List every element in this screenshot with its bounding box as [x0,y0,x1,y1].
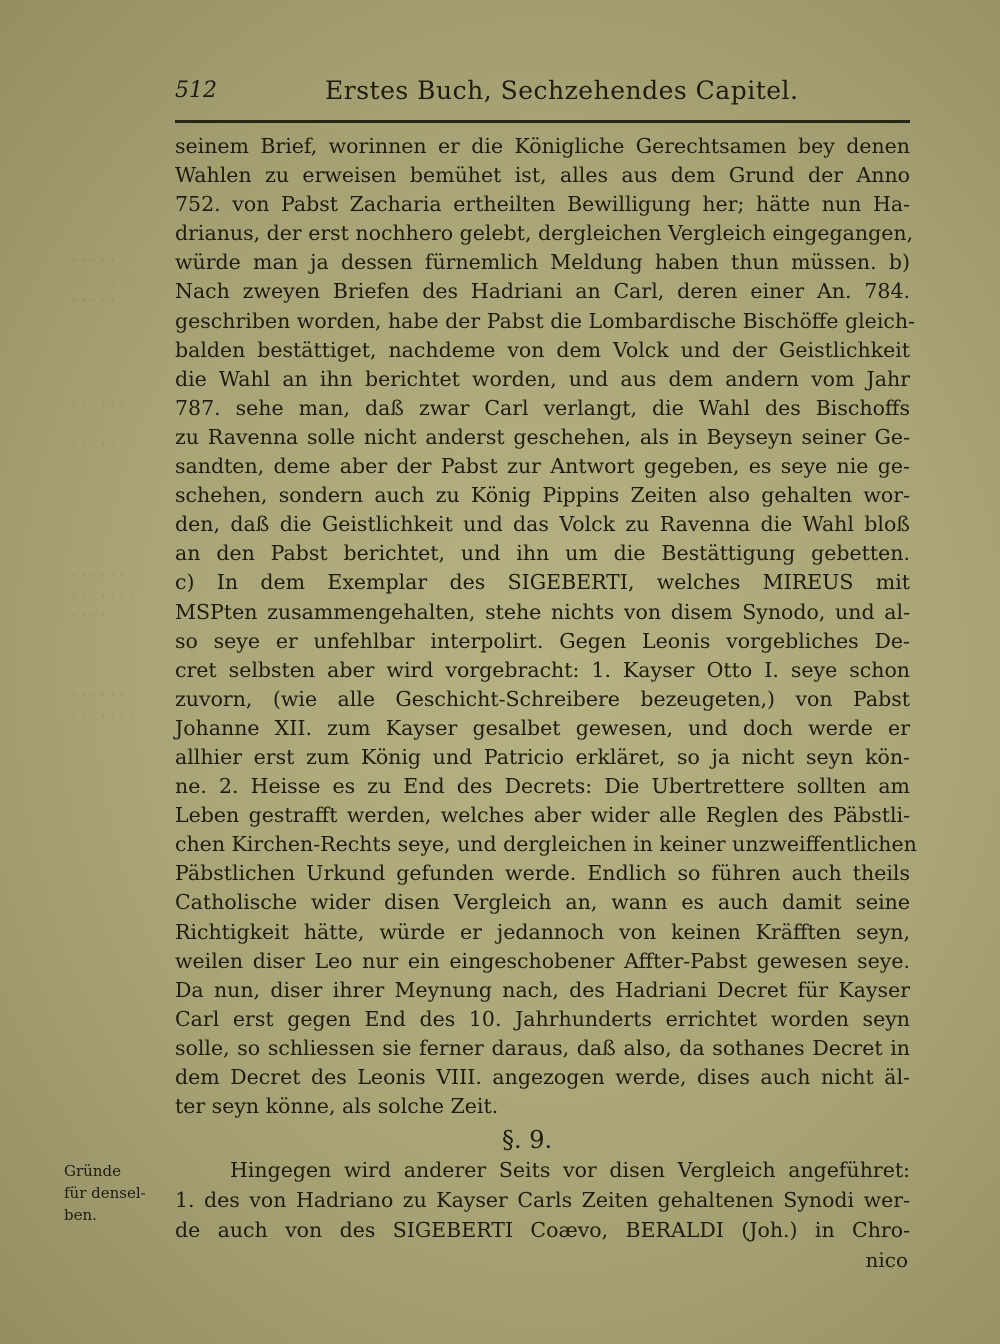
text-line: an den Pabst berichtet, und ihn um die Bestättigung gebetten. [175,541,910,566]
text-line: 787. sehe man, daß zwar Carl verlangt, die Wahl des Bischoffs [175,395,910,420]
margin-note-line: ben. [64,1206,97,1224]
text-line: Johanne XII. zum Kayser gesalbet gewesen, und doch werde er [175,715,910,740]
page-number: 512 [175,78,217,103]
text-line: 752. von Pabst Zacharia ertheilten Bewilligung her; hätte nun Ha- [175,192,910,217]
text-line: Wahlen zu erweisen bemühet ist, alles aus dem Grund der Anno [175,163,910,188]
page-header [175,70,910,114]
text-line: Nach zweyen Briefen des Hadriani an Carl, deren einer An. 784. [175,279,910,304]
text-line: de auch von des SIGEBERTI Coævo, BERALDI (Joh.) in Chro- [175,1218,910,1242]
running-head: Erstes Buch, Sechzehendes Capitel. [325,76,799,105]
show-through-text: · · · · · · · · · · · [72,396,125,454]
text-line: cret selbsten aber wird vorgebracht: 1. Kayser Otto I. seye schon [175,657,910,682]
text-line: die Wahl an ihn berichtet worden, und aus dem andern vom Jahr [175,366,910,391]
text-line: Da nun, diser ihrer Meynung nach, des Hadriani Decret für Kayser [175,977,910,1002]
text-line: würde man ja dessen fürnemlich Meldung haben thun müssen. b) [175,250,910,275]
header-rule [175,120,910,123]
text-line: Leben gestrafft werden, welches aber wider alle Reglen des Päbstli- [175,803,910,828]
text-line: den, daß die Geistlichkeit und das Volck zu Ravenna die Wahl bloß [175,512,910,537]
text-line: balden bestättiget, nachdeme von dem Volck und der Geistlichkeit [175,337,910,362]
text-line: chen Kirchen-Rechts seye, und dergleichen in keiner unzweiffentlichen [175,832,917,857]
text-line: ter seyn könne, als solche Zeit. [175,1094,499,1119]
text-line: seinem Brief, worinnen er die Königliche Gerechtsamen bey denen [175,134,910,158]
text-line: schehen, sondern auch zu König Pippins Zeiten also gehalten wor- [175,483,910,508]
text-line: Catholische wider disen Vergleich an, wann es auch damit seine [175,890,910,915]
catchword: nico [865,1248,908,1272]
text-line: allhier erst zum König und Patricio erkläret, so ja nicht seyn kön- [175,744,910,769]
text-line: Päbstlichen Urkund gefunden werde. Endlich so führen auch theils [175,861,910,886]
text-line: c) In dem Exemplar des SIGEBERTI, welches MIREUS mit [175,570,910,595]
text-line: sandten, deme aber der Pabst zur Antwort gegeben, es seye nie ge- [175,454,910,479]
text-line: weilen diser Leo nur ein eingeschobener Affter-Pabst gewesen seye. [175,948,910,973]
margin-note [64,1160,164,1226]
text-line: drianus, der erst nochhero gelebt, dergleichen Vergleich eingegangen, [175,221,914,246]
margin-note-line: für densel- [64,1184,146,1202]
text-line: solle, so schliessen sie ferner daraus, daß also, da sothanes Decret in [175,1035,910,1060]
text-line: zu Ravenna solle nicht anderst geschehen, als in Beyseyn seiner Ge- [175,424,910,449]
text-line: Hingegen wird anderer Seits vor disen Vergleich angeführet: [230,1158,910,1182]
show-through-text: · · · · · · · · · · · · · [72,686,134,724]
text-line: MSPten zusammengehalten, stehe nichts von disem Synodo, und al- [175,599,910,624]
text-line: 1. des von Hadriano zu Kayser Carls Zeiten gehaltenen Synodi wer- [175,1188,910,1212]
text-line: geschriben worden, habe der Pabst die Lombardische Bischöffe gleich- [175,308,915,333]
section-text-block [175,1155,910,1245]
show-through-text: · · · · · · · · · · · · · · · · · [72,251,134,309]
main-text-block [175,132,917,1121]
show-through-text: · · · · · · · · · · · · · · · · · [72,566,134,624]
text-line: so seye er unfehlbar interpolirt. Gegen Leonis vorgebliches De- [175,628,910,653]
text-line: ne. 2. Heisse es zu End des Decrets: Die Ubertrettere sollten am [175,774,910,799]
text-line: dem Decret des Leonis VIII. angezogen werde, dises auch nicht äl- [175,1065,910,1089]
text-line: Carl erst gegen End des 10. Jahrhunderts errichtet worden seyn [175,1006,910,1031]
margin-note-line: Gründe [64,1162,121,1180]
text-line: zuvorn, (wie alle Geschicht-Schreibere bezeugeten,) von Pabst [175,686,910,711]
text-line: Richtigkeit hätte, würde er jedannoch von keinen Kräfften seyn, [175,919,910,944]
section-heading: §. 9. [502,1126,553,1154]
